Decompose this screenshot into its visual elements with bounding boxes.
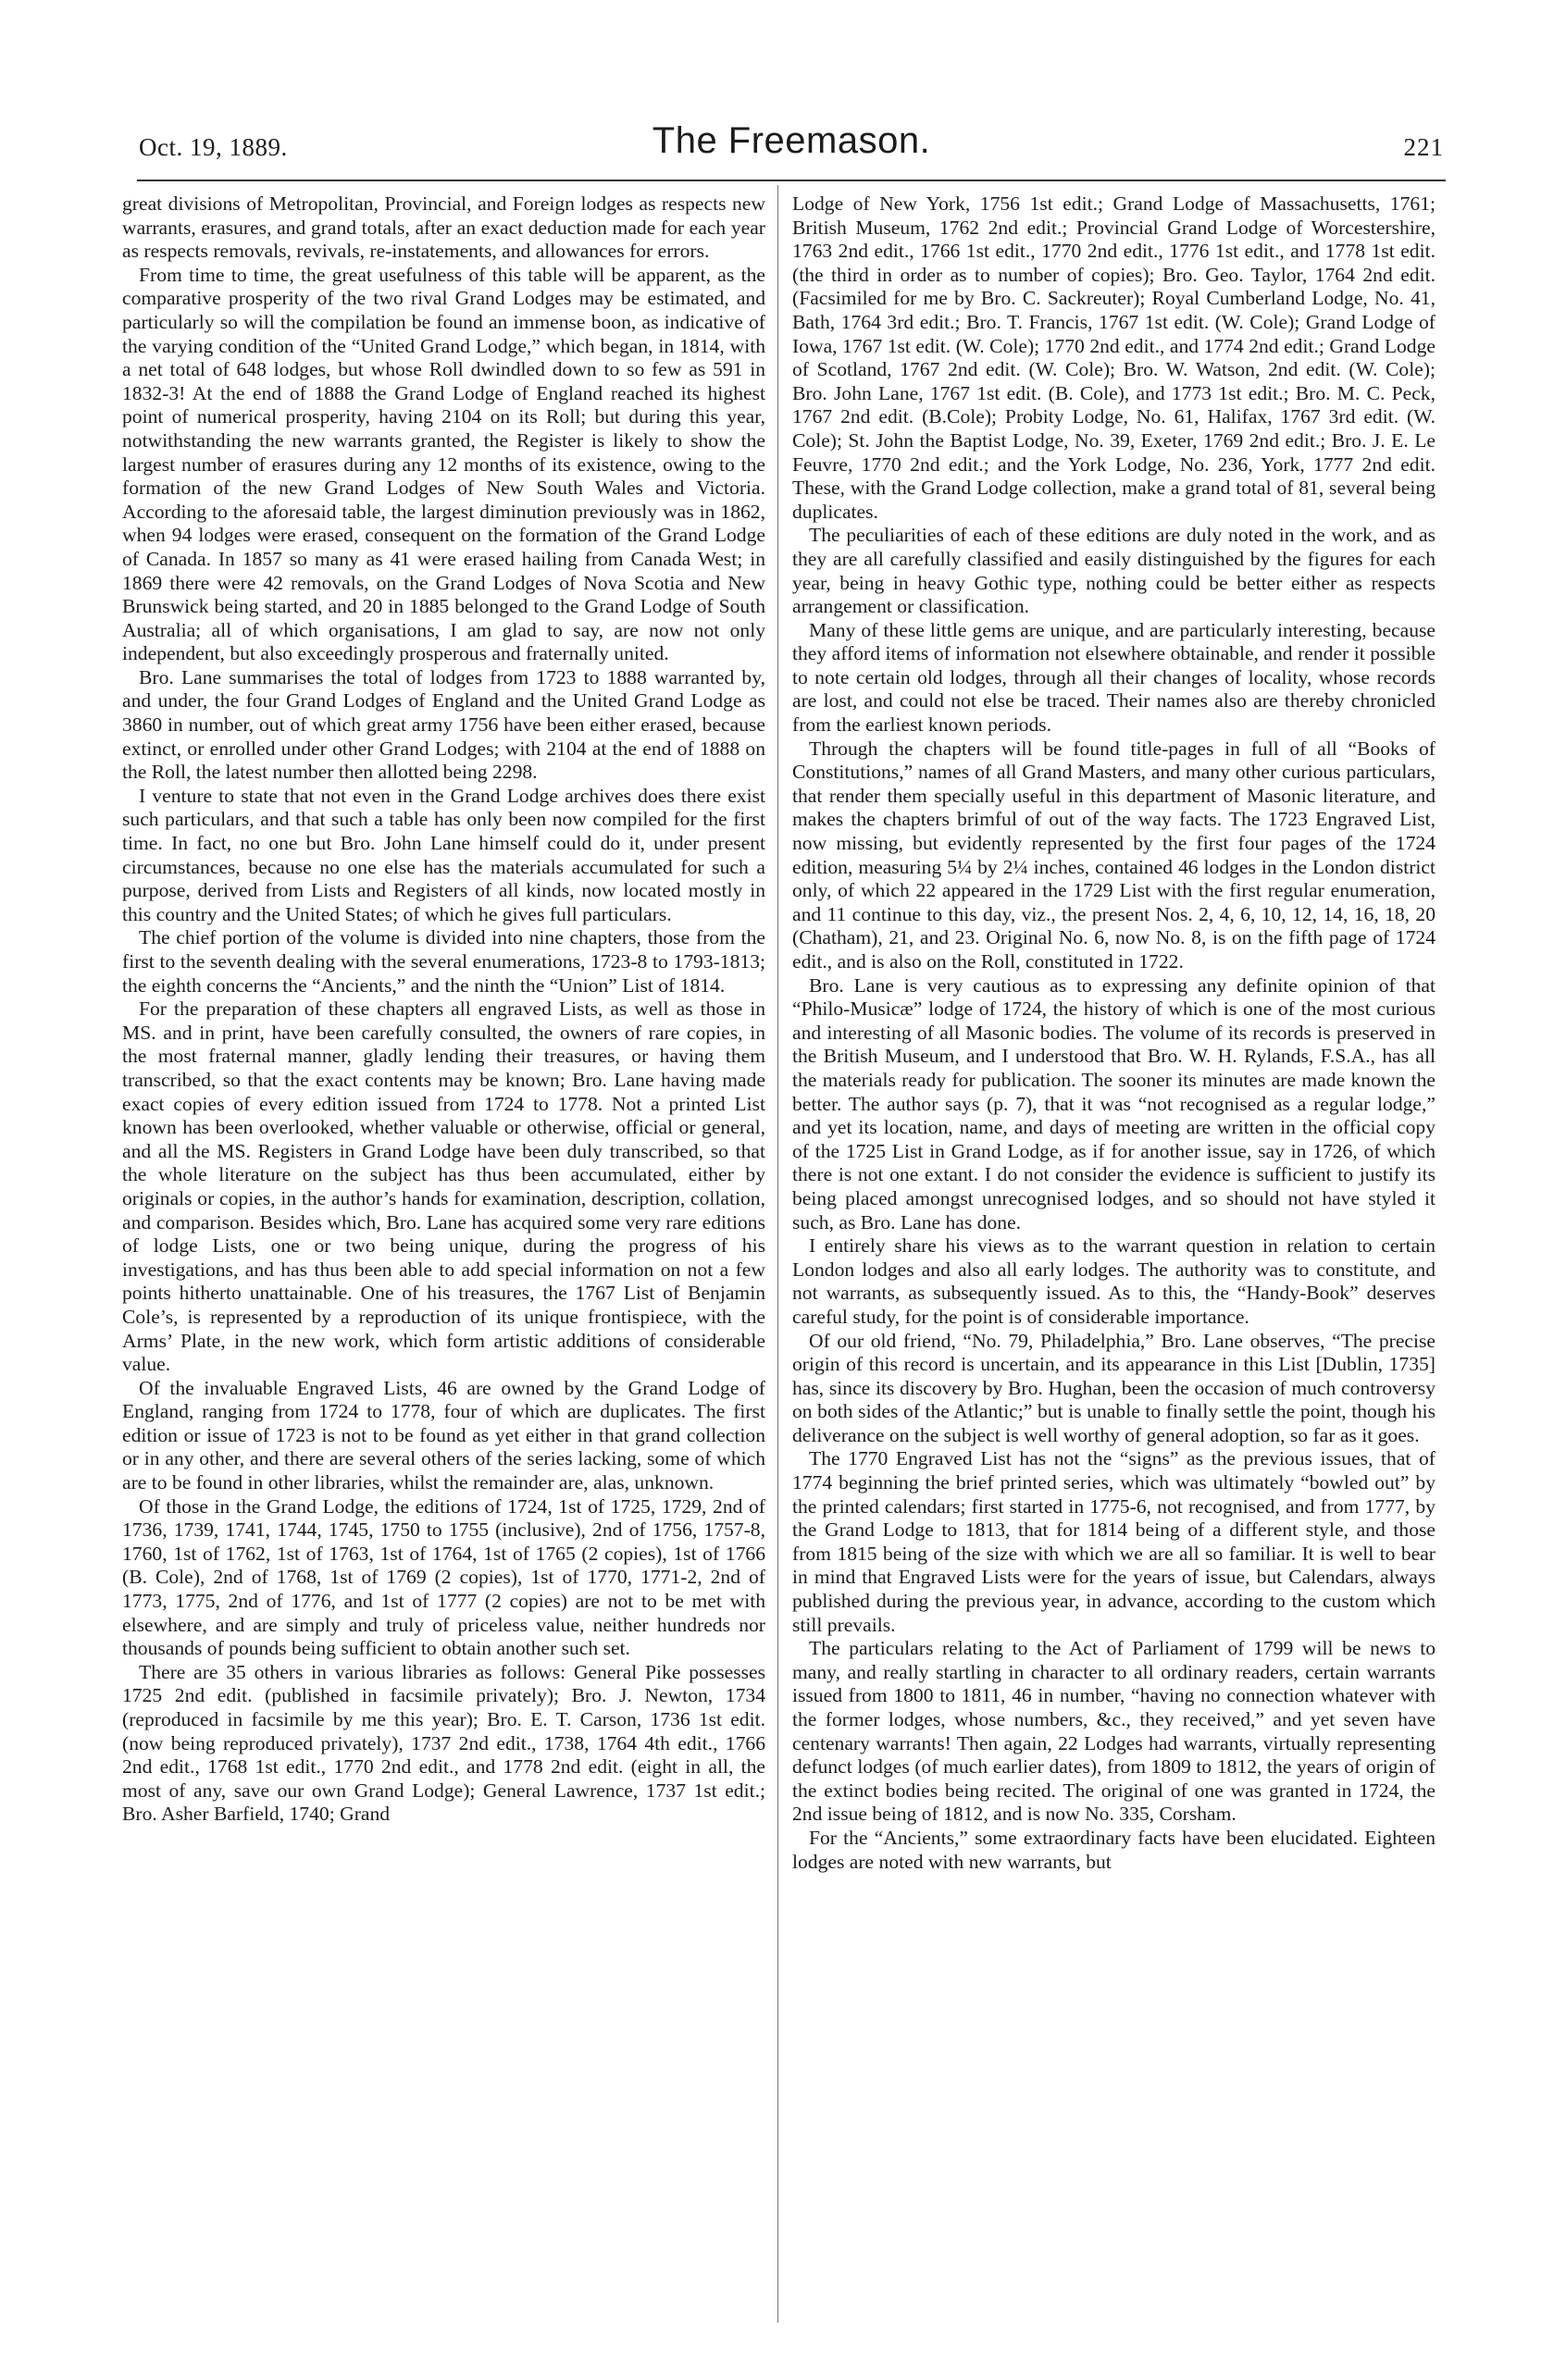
article-paragraph: I venture to state that not even in the Grand Lodge archives does there exist such particulars, and that such a table has only been now compiled for the first time. In fact, no one but Bro. John Lane himself could do it, under present circumstances, because no one else has the materials accumulated for such a purpose, derived from Lists and Registers of all kinds, now located mostly in this country and the United States; of which he gives full particulars. [122, 784, 765, 925]
article-paragraph: I entirely share his views as to the warrant question in relation to certain London lodges and also all early lodges. The authority was to constitute, and not warrants, as subsequently issued. As to this, the “Handy-Book” deserves careful study, for the point is of considerable importance. [792, 1234, 1436, 1328]
article-paragraph: Of the invaluable Engraved Lists, 46 are owned by the Grand Lodge of England, ranging from 1724 to 1778, four of which are duplicates. The first edition or issue of 1723 is not to be found as yet either in that grand collection or in any other, and there are several others of the series lacking, some of which are to be found in other libraries, whilst the remainder are, alas, unknown. [122, 1376, 765, 1494]
article-paragraph: For the “Ancients,” some extraordinary facts have been elucidated. Eighteen lodges are noted with new warrants, but [792, 1826, 1436, 1873]
column-divider [777, 185, 778, 2323]
article-paragraph: Through the chapters will be found title-pages in full of all “Books of Constitutions,” names of all Grand Masters, and many other curious particulars, that render them specially useful in this department of Masonic literature, and makes the chapters brimful of out of the way facts. The 1723 Engraved List, now missing, but evidently represented by the first four pages of the 1724 edition, measuring 5¼ by 2¼ inches, contained 46 lodges in the London district only, of which 22 appeared in the 1729 List with the first regular enumeration, and 11 continue to this day, viz., the present Nos. 2, 4, 6, 10, 12, 14, 16, 18, 20 (Chatham), 21, and 23. Original No. 6, now No. 8, is on the fifth page of 1724 edit., and is also on the Roll, constituted in 1722. [792, 737, 1436, 973]
article-paragraph: Of our old friend, “No. 79, Philadelphia,” Bro. Lane observes, “The precise origin of this record is uncertain, and its appearance in this List [Dublin, 1735] has, since its discovery by Bro. Hughan, been the occasion of much controversy on both sides of the Atlantic;” but is unable to finally settle the point, though his deliverance on the subject is well worthy of general adoption, so far as it goes. [792, 1329, 1436, 1446]
left-column [122, 192, 765, 1827]
page-number: 221 [1403, 133, 1444, 161]
article-paragraph: From time to time, the great usefulness of this table will be apparent, as the comparative prosperity of the two rival Grand Lodges may be estimated, and particularly so will the compilation be found an immense boon, as indicative of the varying condition of the “United Grand Lodge,” which began, in 1814, with a net total of 648 lodges, but whose Roll dwindled down to so few as 591 in 1832-3! At the end of 1888 the Grand Lodge of England reached its highest point of numerical prosperity, having 2104 on its Roll; but during this year, notwithstanding the new warrants granted, the Register is likely to show the largest number of erasures during any 12 months of its existence, owing to the formation of the new Grand Lodges of New South Wales and Victoria. According to the aforesaid table, the largest diminution previously was in 1862, when 94 lodges were erased, consequent on the formation of the Grand Lodge of Canada. In 1857 so many as 41 were erased hailing from Canada West; in 1869 there were 42 removals, on the Grand Lodges of Nova Scotia and New Brunswick being started, and 20 in 1885 belonged to the Grand Lodge of South Australia; all of which organisations, I am glad to say, are now not only independent, but also exceedingly prosperous and fraternally united. [122, 263, 765, 665]
article-paragraph: The particulars relating to the Act of Parliament of 1799 will be news to many, and really startling in character to all ordinary readers, certain warrants issued from 1800 to 1811, 46 in number, “having no connection whatever with the former lodges, whose numbers, &c., they received,” and yet seven have centenary warrants! Then again, 22 Lodges had warrants, virtually representing defunct lodges (of much earlier dates), from 1809 to 1812, the years of origin of the extinct bodies being recited. The original of one was granted in 1724, the 2nd issue being of 1812, and is now No. 335, Corsham. [792, 1637, 1436, 1826]
article-paragraph: Many of these little gems are unique, and are particularly interesting, because they afford items of information not elsewhere obtainable, and render it possible to note certain old lodges, through all their changes of locality, whose records are lost, and could not else be traced. Their names also are thereby chronicled from the earliest known periods. [792, 618, 1436, 737]
article-paragraph: Bro. Lane summarises the total of lodges from 1723 to 1888 warranted by, and under, the four Grand Lodges of England and the United Grand Lodge as 3860 in number, out of which great army 1756 have been either erased, because extinct, or enrolled under other Grand Lodges; with 2104 at the end of 1888 on the Roll, the latest number then allotted being 2298. [122, 665, 765, 784]
article-paragraph: great divisions of Metropolitan, Provincial, and Foreign lodges as respects new warrants, erasures, and grand totals, after an exact deduction made for each year as respects removals, revivals, re-instatements, and allowances for errors. [122, 192, 765, 263]
article-paragraph: Of those in the Grand Lodge, the editions of 1724, 1st of 1725, 1729, 2nd of 1736, 1739, 1741, 1744, 1745, 1750 to 1755 (inclusive), 2nd of 1756, 1757-8, 1760, 1st of 1762, 1st of 1763, 1st of 1764, 1st of 1765 (2 copies), 1st of 1766 (B. Cole), 2nd of 1768, 1st of 1769 (2 copies), 1st of 1770, 1771-2, 2nd of 1773, 1775, 2nd of 1776, and 1st of 1777 (2 copies) are not to be met with elsewhere, and are simply and truly of priceless value, neither hundreds nor thousands of pounds being sufficient to obtain another such set. [122, 1494, 765, 1660]
header-rule [137, 180, 1446, 181]
article-paragraph: Lodge of New York, 1756 1st edit.; Grand Lodge of Massachusetts, 1761; British Museum, 1762 2nd edit.; Provincial Grand Lodge of Worcestershire, 1763 2nd edit., 1766 1st edit., 1770 2nd edit., 1776 1st edit., and 1778 1st edit. (the third in order as to number of copies); Bro. Geo. Taylor, 1764 2nd edit. (Facsimiled for me by Bro. C. Sackreuter); Royal Cumberland Lodge, No. 41, Bath, 1764 3rd edit.; Bro. T. Francis, 1767 1st edit. (W. Cole); Grand Lodge of Iowa, 1767 1st edit. (W. Cole); 1770 2nd edit., and 1774 2nd edit.; Grand Lodge of Scotland, 1767 2nd edit. (W. Cole); Bro. W. Watson, 2nd edit. (W. Cole); Bro. John Lane, 1767 1st edit. (B. Cole), and 1773 1st edit.; Bro. M. C. Peck, 1767 2nd edit. (B.Cole); Probity Lodge, No. 61, Halifax, 1767 3rd edit. (W. Cole); St. John the Baptist Lodge, No. 39, Exeter, 1769 2nd edit.; Bro. J. E. Le Feuvre, 1770 2nd edit.; and the York Lodge, No. 236, York, 1777 2nd edit. These, with the Grand Lodge collection, make a grand total of 81, several being duplicates. [792, 192, 1436, 523]
article-paragraph: For the preparation of these chapters all engraved Lists, as well as those in MS. and in print, have been carefully consulted, the owners of rare copies, in the most fraternal manner, gladly lending their treasures, or having them transcribed, so that the exact contents may be known; Bro. Lane having made exact copies of every edition issued from 1724 to 1778. Not a printed List known has been overlooked, whether valuable or otherwise, official or general, and all the MS. Registers in Grand Lodge have been duly transcribed, so that the whole literature on the subject has thus been accumulated, either by originals or copies, in the author’s hands for examination, description, collation, and comparison. Besides which, Bro. Lane has acquired some very rare editions of lodge Lists, one or two being unique, during the progress of his investigations, and has thus been able to add special information on not a few points hitherto unattainable. One of his treasures, the 1767 List of Benjamin Cole’s, is represented by a reproduction of its unique frontispiece, with the Arms’ Plate, in the new work, which form artistic additions of considerable value. [122, 998, 765, 1376]
right-column [792, 192, 1436, 1874]
article-paragraph: The 1770 Engraved List has not the “signs” as the previous issues, that of 1774 beginning the brief printed series, which was ultimately “bowled out” by the printed calendars; first started in 1775-6, not recognised, and from 1777, by the Grand Lodge to 1813, that for 1814 being of a different style, and those from 1815 being of the size with which we are all so familiar. It is well to bear in mind that Engraved Lists were for the years of issue, but Calendars, always published during the previous year, in advance, according to the custom which still prevails. [792, 1447, 1436, 1636]
issue-date: Oct. 19, 1889. [139, 133, 288, 161]
article-paragraph: The peculiarities of each of these editions are duly noted in the work, and as they are all carefully classified and easily distinguished by the figures for each year, being in heavy Gothic type, nothing could be better either as respects arrangement or classification. [792, 524, 1436, 618]
article-paragraph: The chief portion of the volume is divided into nine chapters, those from the first to the seventh dealing with the several enumerations, 1723-8 to 1793-1813; the eighth concerns the “Ancients,” and the ninth the “Union” List of 1814. [122, 926, 765, 997]
article-paragraph: There are 35 others in various libraries as follows: General Pike possesses 1725 2nd edit. (published in facsimile privately); Bro. J. Newton, 1734 (reproduced in facsimile by me this year); Bro. E. T. Carson, 1736 1st edit. (now being reproduced privately), 1737 2nd edit., 1738, 1764 4th edit., 1766 2nd edit., 1768 1st edit., 1770 2nd edit., and 1778 2nd edit. (eight in all, the most of any, save our own Grand Lodge); General Lawrence, 1737 1st edit.; Bro. Asher Barfield, 1740; Grand [122, 1660, 765, 1826]
page-header [139, 120, 1444, 167]
article-paragraph: Bro. Lane is very cautious as to expressing any definite opinion of that “Philo-Musicæ” lodge of 1724, the history of which is one of the most curious and interesting of all Masonic bodies. The volume of its records is preserved in the British Museum, and I understood that Bro. W. H. Rylands, F.S.A., has all the materials ready for publication. The sooner its minutes are made known the better. The author says (p. 7), that it was “not recognised as a regular lodge,” and yet its location, name, and days of meeting are written in the official copy of the 1725 List in Grand Lodge, as if for another issue, say in 1726, of which there is not one extant. I do not consider the evidence is sufficient to justify its being placed amongst unrecognised lodges, and so should not have styled it such, as Bro. Lane has done. [792, 973, 1436, 1233]
masthead-title: The Freemason. [652, 120, 931, 161]
